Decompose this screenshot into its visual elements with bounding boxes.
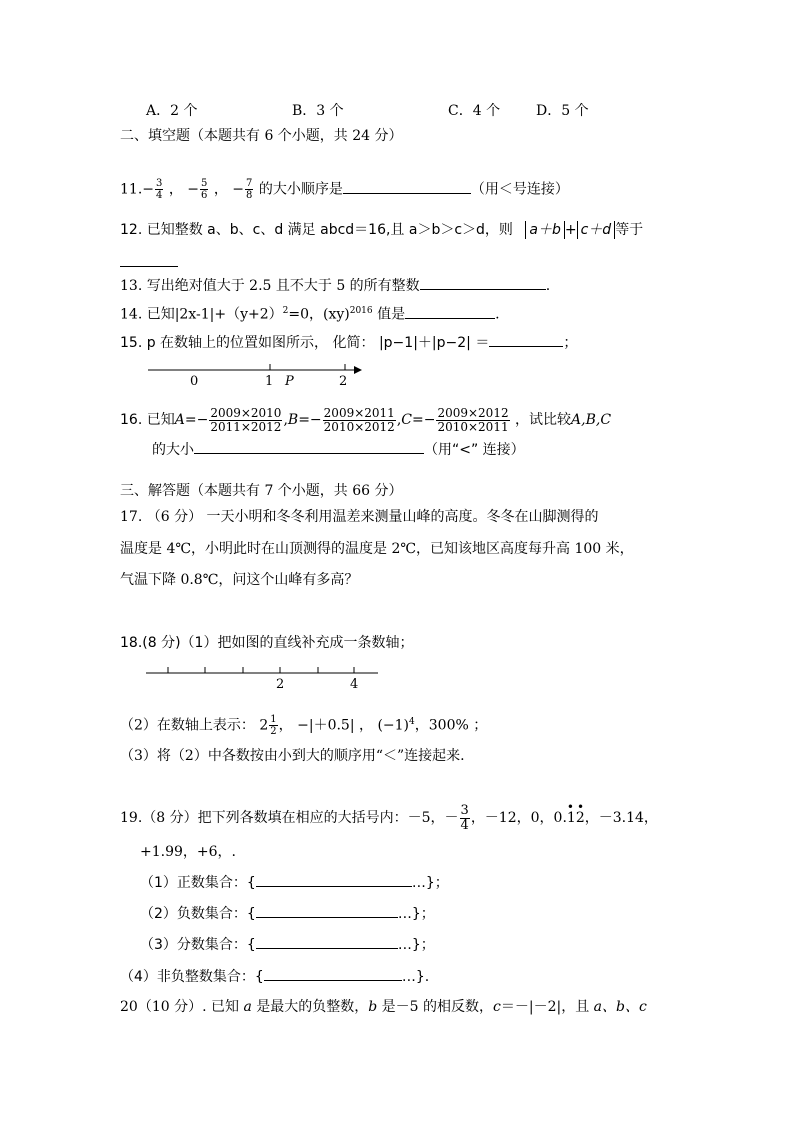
option-a: A．2 个 — [146, 103, 198, 119]
q18-part2-exp: 4 — [409, 717, 415, 727]
q20-var-b: b — [368, 999, 378, 1015]
q18-mixed-fraction — [269, 714, 277, 737]
option-c-wrap — [448, 101, 500, 121]
q11-sep-1: ， — [168, 181, 183, 198]
question-15 — [120, 332, 577, 353]
q20-text-b: 是最大的负整数， — [251, 999, 369, 1015]
option-d: D．5 个 — [536, 103, 589, 119]
question-11 — [120, 178, 569, 201]
option-b: B．3 个 — [292, 103, 344, 119]
q13-text: 13. 写出绝对值大于 2.5 且不大于 5 的所有整数 — [120, 278, 420, 294]
option-d-wrap — [536, 101, 589, 121]
q11-minus-3: − — [232, 181, 245, 198]
question-12 — [120, 220, 643, 240]
q19-text-c: ，－3.14， — [584, 810, 658, 826]
q18-mixed-den: 2 — [270, 726, 277, 738]
q20-text-c: 是－5 的相反数， — [377, 999, 494, 1015]
q11-f1-num: 3 — [156, 178, 163, 189]
q16-answer-blank[interactable] — [194, 439, 424, 454]
q19-set-3-end: …}； — [397, 937, 435, 953]
q19-set-3-label: （3）分数集合：{ — [140, 937, 256, 953]
q12-answer-blank[interactable] — [120, 252, 178, 267]
q11-fraction-3 — [245, 178, 253, 201]
q19-set-4-label: （4）非负整数集合：{ — [120, 969, 264, 985]
q12-abs-ab — [525, 221, 564, 239]
q16-b-num: 2009×2011 — [323, 405, 395, 420]
q16-eq-c: =− — [411, 412, 436, 428]
q19-fraction — [460, 804, 470, 833]
q16-compare: ，试比较 — [515, 412, 572, 428]
q15-axis-arrow — [354, 366, 362, 374]
option-c: C．4 个 — [448, 103, 501, 119]
q16-fraction-a — [209, 407, 282, 434]
q19-line-1 — [120, 800, 658, 833]
q18-part2-label: （2）在数轴上表示： — [120, 717, 255, 734]
q19-f-den: 4 — [460, 817, 469, 833]
q16-line2-text: 的大小 — [152, 442, 194, 458]
q19-set-1-end: …}； — [411, 875, 449, 891]
q16-fraction-c — [436, 407, 509, 434]
q19-text-b: ，－12，0，0. — [470, 810, 567, 826]
q19-set-4 — [120, 966, 429, 987]
q15-text: 15. p 在数轴上的位置如图所示， 化简： |p−1|＋|p−2| ＝ — [120, 335, 490, 351]
q18-line-1: 18.(8 分)（1）把如图的直线补充成一条数轴； — [120, 635, 414, 651]
q17-line-2: 温度是 4℃，小明此时在山顶测得的温度是 2℃，已知该地区高度每升高 100 米， — [120, 541, 634, 557]
q12-abs-cd — [577, 221, 616, 239]
q15-label-2: 2 — [339, 374, 348, 389]
q19-set-3 — [140, 934, 435, 955]
q17-line-1: 17. （6 分） 一天小明和冬冬利用温差来测量山峰的高度。冬冬在山脚测得的 — [120, 509, 599, 525]
q11-minus-2: − — [187, 181, 200, 198]
q11-f3-den: 8 — [246, 190, 253, 201]
q15-label-1: 1 — [265, 374, 274, 389]
q11-fraction-2 — [200, 178, 208, 201]
option-b-wrap — [292, 101, 344, 121]
q16-var-a: A — [174, 412, 185, 428]
q14-text-b: =0，(xy) — [288, 306, 350, 323]
q16-intro: 16. 已知 — [120, 412, 175, 428]
question-16 — [120, 405, 611, 435]
q13-end: . — [545, 278, 551, 294]
q16-eq-a: =− — [184, 412, 209, 428]
q11-minus-1: − — [142, 181, 154, 198]
q18-line-2 — [120, 710, 487, 738]
q15-end: ； — [563, 335, 578, 351]
q12-tail: 等于 — [615, 222, 644, 238]
q19-set-1 — [140, 872, 449, 893]
q19-set-4-end: …}. — [401, 969, 430, 985]
q16-c-den: 2010×2011 — [437, 419, 509, 434]
q19-f-num: 3 — [460, 802, 469, 818]
q19-repeating-decimal — [566, 800, 588, 833]
q20-tail: a、b、c — [593, 999, 647, 1015]
question-14 — [120, 301, 500, 325]
q12-text: 12. 已知整数 a、b、c、d 满足 abcd＝16,且 a＞b＞c＞d，则 — [120, 222, 513, 238]
q11-answer-blank[interactable] — [343, 179, 471, 194]
q18-part2-b: ， −|＋0.5| ， (−1) — [278, 717, 410, 734]
q18-part2-c: ，300% ； — [414, 717, 488, 734]
q19-set-1-blank[interactable] — [256, 872, 412, 887]
q19-repeat-dots: •• — [566, 800, 588, 814]
question-13 — [120, 275, 550, 296]
q16-comma-1: , — [283, 412, 288, 428]
q16-a-den: 2011×2012 — [210, 419, 282, 434]
section2-title: 二、填空题（本题共有 6 个小题，共 24 分） — [120, 128, 403, 144]
q12-expr-c: c＋d — [580, 222, 612, 238]
q19-set-2-end: …}； — [397, 906, 435, 922]
q16-comma-2: , — [396, 412, 402, 428]
q17-line-3: 气温下降 0.8℃，问这个山峰有多高？ — [120, 572, 359, 588]
q11-sep-2: ， — [213, 181, 228, 198]
q14-text-c: 值是 — [377, 306, 406, 323]
section3-title: 三、解答题（本题共有 7 个小题，共 66 分） — [120, 483, 403, 499]
q14-answer-blank[interactable] — [405, 304, 495, 319]
q11-fraction-1 — [155, 178, 163, 201]
q11-number: 11. — [120, 181, 143, 198]
q16-var-c: C — [401, 412, 412, 428]
q15-label-0: 0 — [190, 374, 199, 389]
q15-answer-blank[interactable] — [489, 332, 563, 347]
q20-text-a: 20（10 分）. 已知 — [120, 999, 244, 1015]
options-line — [146, 101, 197, 121]
q16-eq-b: =− — [298, 412, 322, 428]
q19-line-2: +1.99，+6，. — [140, 844, 236, 860]
question-16-line2 — [152, 439, 525, 460]
q16-c-num: 2009×2012 — [437, 405, 509, 420]
q14-text-a: 14. 已知|2x-1|+（y+2） — [120, 306, 283, 323]
q12-plus: + — [564, 222, 577, 238]
q16-hint: （用“<” 连接） — [424, 442, 525, 458]
q20-var-c: c — [493, 999, 501, 1015]
q14-square: 2 — [282, 306, 289, 316]
q16-b-den: 2010×2012 — [323, 419, 395, 434]
q20-text-d: ＝－|－2|，且 — [500, 999, 594, 1015]
q11-text: 的大小顺序是 — [258, 181, 343, 198]
q15-label-p: P — [285, 374, 294, 389]
q19-set-3-blank[interactable] — [256, 934, 398, 949]
q19-repeat-digits: 12 — [566, 810, 585, 826]
q11-f2-den: 6 — [201, 190, 208, 201]
question-20 — [120, 997, 647, 1017]
q19-set-2 — [140, 903, 435, 924]
q19-set-2-blank[interactable] — [256, 903, 398, 918]
q16-var-b: B — [287, 412, 299, 428]
q19-set-2-label: （2）负数集合：{ — [140, 906, 256, 922]
q18-mixed-num: 1 — [270, 714, 277, 726]
q19-set-4-blank[interactable] — [264, 966, 402, 981]
q15-number-line — [140, 356, 370, 390]
q12-answer-blank-line — [120, 252, 178, 273]
q16-fraction-b — [323, 407, 396, 434]
q18-label-4: 4 — [350, 677, 359, 690]
q18-mixed-whole: 2 — [259, 717, 269, 734]
q11-f1-den: 4 — [156, 190, 163, 201]
q14-end: . — [495, 306, 500, 323]
q14-exponent: 2016 — [349, 306, 373, 316]
q12-expr-a: a＋b — [529, 222, 561, 238]
q20-var-a: a — [243, 999, 252, 1015]
q16-abc: A,B,C — [571, 412, 612, 428]
q18-number-line — [140, 662, 390, 690]
q18-line-3: （3）将（2）中各数按由小到大的顺序用“＜”连接起来. — [120, 748, 465, 764]
q11-hint: （用＜号连接） — [470, 181, 569, 198]
q18-label-2: 2 — [276, 677, 285, 690]
q19-text-a: 19.（8 分）把下列各数填在相应的大括号内：－5，－ — [120, 810, 459, 826]
q13-answer-blank[interactable] — [420, 275, 546, 290]
q11-f2-num: 5 — [201, 178, 208, 189]
q11-f3-num: 7 — [246, 178, 253, 189]
q16-a-num: 2009×2010 — [210, 405, 282, 420]
q19-set-1-label: （1）正数集合：{ — [140, 875, 256, 891]
